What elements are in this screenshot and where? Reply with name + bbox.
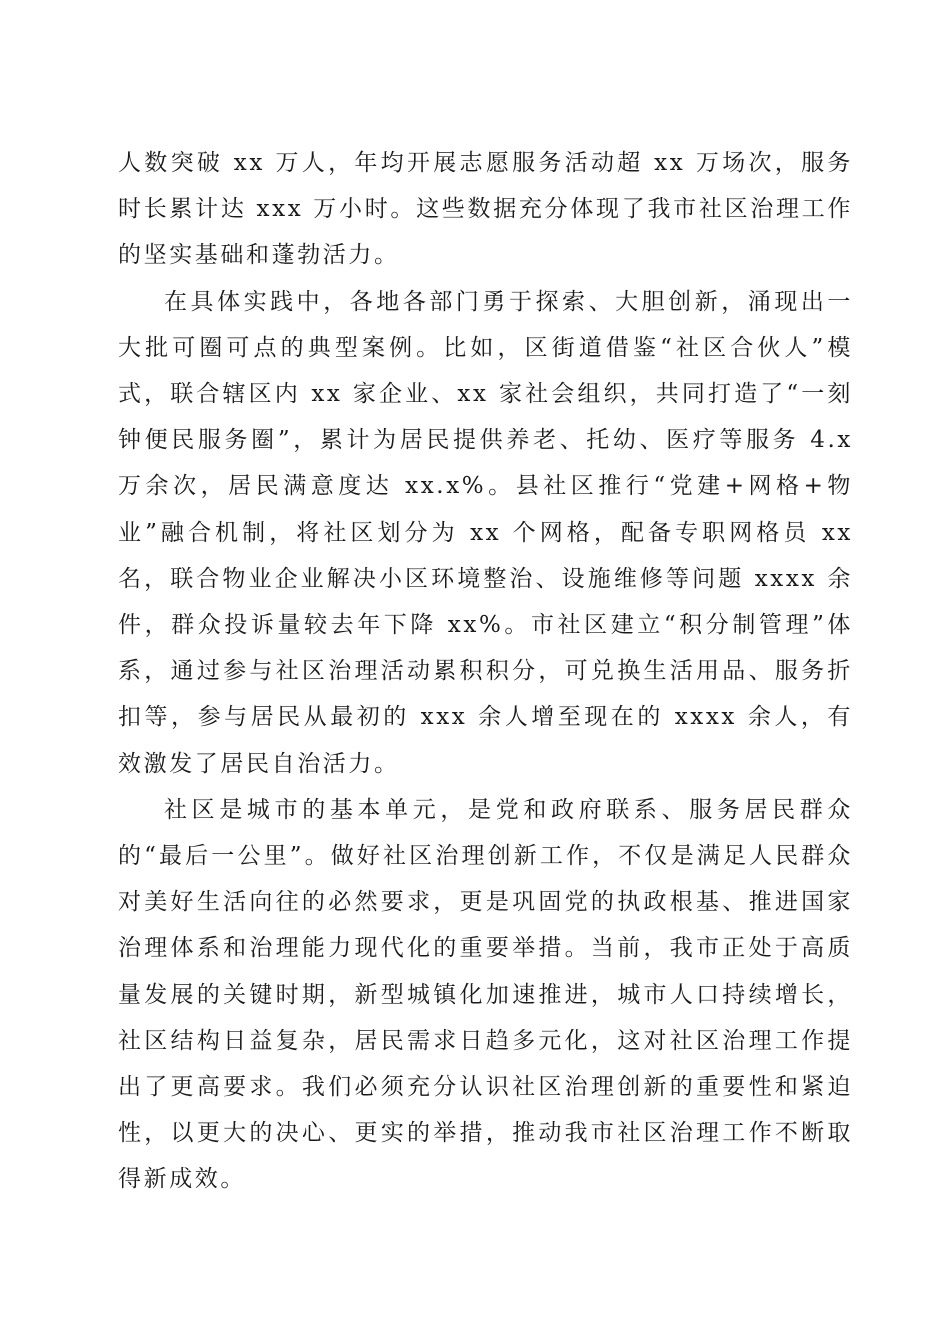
paragraph-community-importance: 社区是城市的基本单元，是党和政府联系、服务居民群众的“最后一公里”。做好社区治理创新工作，不仅是满足人民群众对美好生活向往的必然要求，更是巩固党的执政根基、推进国家治理体系和治理能力现代化的重要举措。当前，我市正处于高质量发展的关键时期，新型城镇化加速推进，城市人口持续增长，社区结构日益复杂，居民需求日趋多元化，这对社区治理工作提出了更高要求。我们必须充分认识社区治理创新的重要性和紧迫性，以更大的决心、更实的举措，推动我市社区治理工作不断取得新成效。 [118,796,853,1193]
document-body [118,140,853,1203]
paragraph-volunteer-stats: 人数突破 xx 万人，年均开展志愿服务活动超 xx 万场次，服务时长累计达 xxx 万小时。这些数据充分体现了我市社区治理工作的坚实基础和蓬勃活力。 [118,150,853,269]
paragraph-typical-cases: 在具体实践中，各地各部门勇于探索、大胆创新，涌现出一大批可圈可点的典型案例。比如，区街道借鉴“社区合伙人”模式，联合辖区内 xx 家企业、xx 家社会组织，共同打造了“一刻钟便民服务圈”，累计为居民提供养老、托幼、医疗等服务 4.x 万余次，居民满意度达 xx.x%。县社区推行“党建+网格+物业”融合机制，将社区划分为 xx 个网格，配备专职网格员 xx 名，联合物业企业解决小区环境整治、设施维修等问题 xxxx 余件，群众投诉量较去年下降 xx%。市社区建立“积分制管理”体系，通过参与社区治理活动累积积分，可兑换生活用品、服务折扣等，参与居民从最初的 xxx 余人增至现在的 xxxx 余人，有效激发了居民自治活力。 [118,288,853,777]
